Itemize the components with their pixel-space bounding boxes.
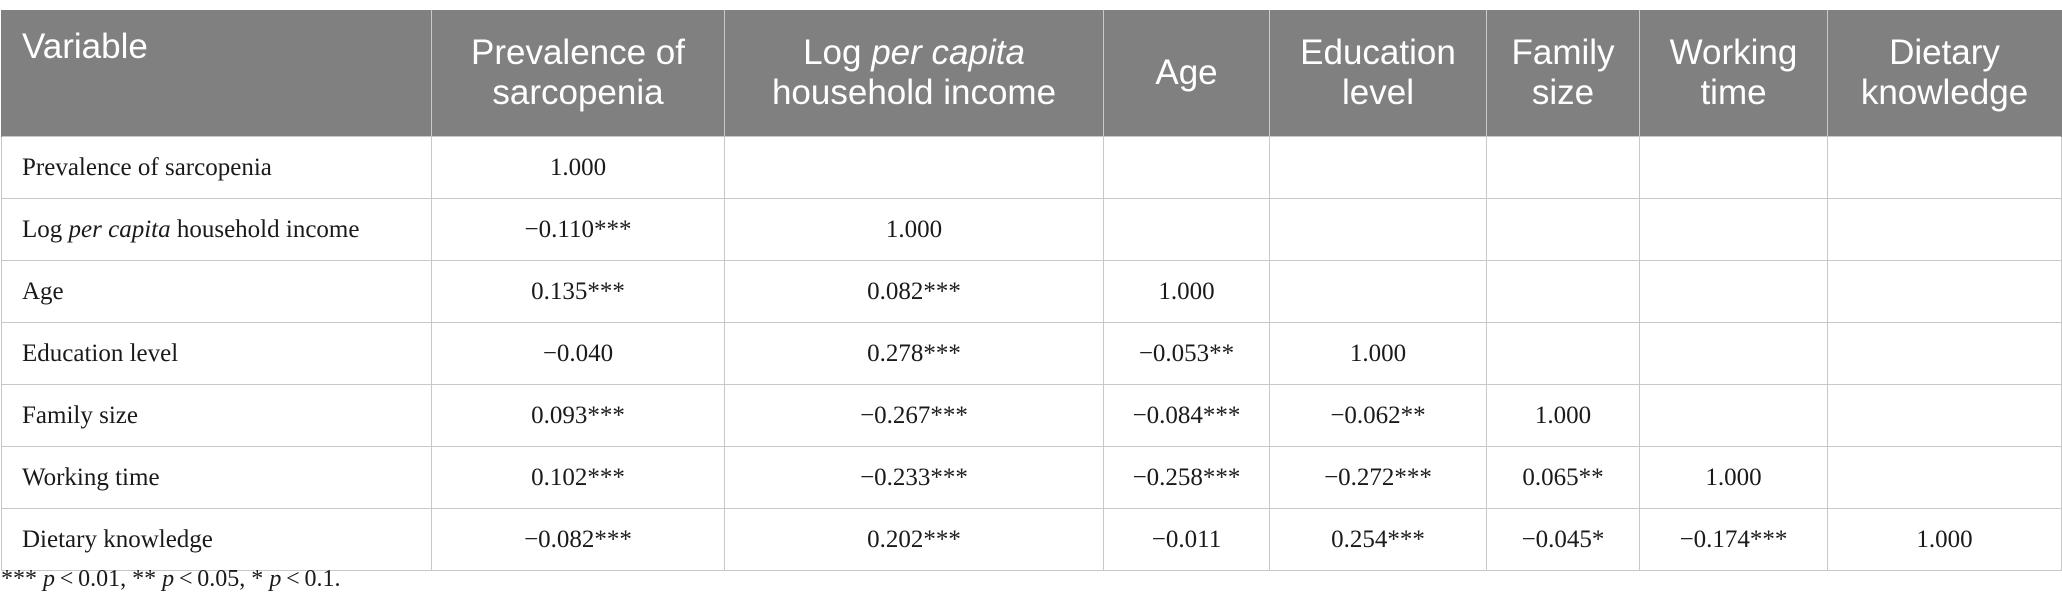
- header-age: Age: [1104, 10, 1270, 137]
- table-cell: [1828, 137, 2062, 199]
- table-cell: −0.040: [432, 323, 725, 385]
- table-cell: [1828, 199, 2062, 261]
- significance-footnote: [1, 566, 340, 593]
- correlation-table-container: [0, 10, 2062, 571]
- table-cell: [1487, 323, 1640, 385]
- table-cell: [1828, 447, 2062, 509]
- footnote-threshold-2: < 0.05, *: [174, 566, 270, 592]
- header-household-income: household income: [771, 73, 1057, 112]
- row-label: Family size: [2, 385, 432, 447]
- table-cell: −0.272***: [1270, 447, 1487, 509]
- table-cell: [1487, 137, 1640, 199]
- table-cell: 0.135***: [432, 261, 725, 323]
- table-cell: 1.000: [1640, 447, 1828, 509]
- header-variable: Variable: [2, 10, 432, 137]
- table-cell: [1487, 199, 1640, 261]
- footnote-p-1: p: [43, 566, 55, 592]
- row-label-log-prefix: Log: [22, 215, 69, 243]
- table-cell: [1828, 385, 2062, 447]
- table-cell: −0.258***: [1104, 447, 1270, 509]
- table-cell: [1640, 261, 1828, 323]
- footnote-p-3: p: [269, 566, 282, 592]
- header-log-per-capita-household-income: [725, 10, 1104, 137]
- table-cell: −0.053**: [1104, 323, 1270, 385]
- row-label: Dietary knowledge: [2, 509, 432, 571]
- footnote-threshold-1: < 0.01, **: [55, 566, 163, 592]
- row-label: [2, 199, 432, 261]
- table-row: [2, 137, 2062, 199]
- table-cell: 0.254***: [1270, 509, 1487, 571]
- table-cell: −0.011: [1104, 509, 1270, 571]
- table-row: [2, 447, 2062, 509]
- header-prevalence-of-sarcopenia: Prevalence of sarcopenia: [432, 10, 725, 137]
- row-label-per-capita: per capita: [68, 215, 171, 243]
- table-cell: 1.000: [1487, 385, 1640, 447]
- row-label: Education level: [2, 323, 432, 385]
- table-row: [2, 385, 2062, 447]
- table-cell: 1.000: [1828, 509, 2062, 571]
- table-cell: −0.084***: [1104, 385, 1270, 447]
- header-per-capita: per capita: [871, 33, 1025, 72]
- table-cell: 0.082***: [725, 261, 1104, 323]
- table-cell: 1.000: [1270, 323, 1487, 385]
- footnote-stars-1: ***: [1, 566, 43, 592]
- row-label: Age: [2, 261, 432, 323]
- table-cell: 0.102***: [432, 447, 725, 509]
- table-cell: −0.062**: [1270, 385, 1487, 447]
- correlation-table: [1, 10, 2062, 571]
- table-cell: −0.082***: [432, 509, 725, 571]
- table-row: [2, 323, 2062, 385]
- table-cell: [1640, 385, 1828, 447]
- header-log-prefix: Log: [803, 33, 872, 72]
- table-cell: [1270, 199, 1487, 261]
- table-cell: [1640, 199, 1828, 261]
- footnote-threshold-3: < 0.1.: [281, 566, 341, 592]
- header-row: [2, 10, 2062, 137]
- table-cell: 1.000: [725, 199, 1104, 261]
- table-cell: [1640, 323, 1828, 385]
- table-cell: [1487, 261, 1640, 323]
- row-label-household-income: household income: [170, 215, 360, 243]
- table-cell: [1270, 261, 1487, 323]
- table-cell: 0.202***: [725, 509, 1104, 571]
- table-cell: [725, 137, 1104, 199]
- table-cell: −0.233***: [725, 447, 1104, 509]
- table-cell: −0.174***: [1640, 509, 1828, 571]
- header-dietary-knowledge: Dietary knowledge: [1828, 10, 2062, 137]
- footnote-p-2: p: [162, 566, 175, 592]
- table-cell: 0.065**: [1487, 447, 1640, 509]
- table-cell: −0.045*: [1487, 509, 1640, 571]
- row-label: Working time: [2, 447, 432, 509]
- table-cell: [1104, 137, 1270, 199]
- table-cell: 1.000: [432, 137, 725, 199]
- header-family-size: Family size: [1487, 10, 1640, 137]
- table-cell: [1640, 137, 1828, 199]
- table-row: [2, 261, 2062, 323]
- table-cell: −0.110***: [432, 199, 725, 261]
- table-cell: 0.278***: [725, 323, 1104, 385]
- table-cell: [1828, 323, 2062, 385]
- header-education-level: Education level: [1270, 10, 1487, 137]
- table-cell: [1104, 199, 1270, 261]
- table-row: [2, 509, 2062, 571]
- table-cell: −0.267***: [725, 385, 1104, 447]
- row-label: Prevalence of sarcopenia: [2, 137, 432, 199]
- table-row: [2, 199, 2062, 261]
- table-cell: [1828, 261, 2062, 323]
- header-working-time: Working time: [1640, 10, 1828, 137]
- table-cell: 1.000: [1104, 261, 1270, 323]
- table-cell: [1270, 137, 1487, 199]
- table-cell: 0.093***: [432, 385, 725, 447]
